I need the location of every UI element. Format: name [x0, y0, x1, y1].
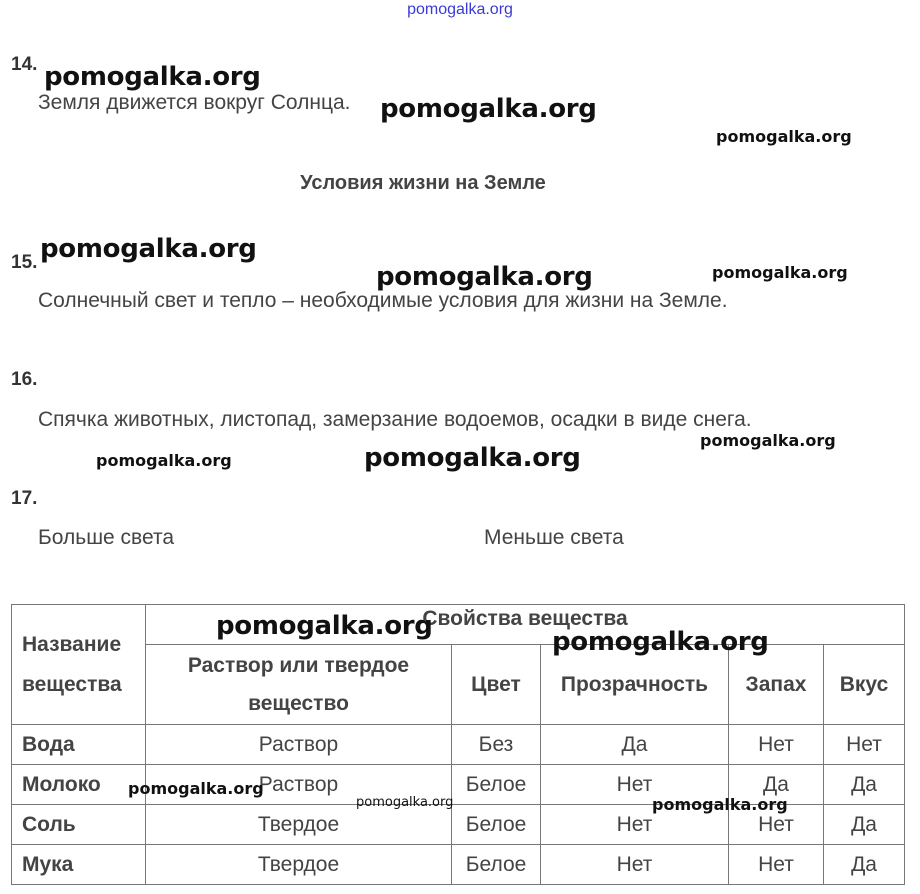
- table-row: [12, 845, 905, 885]
- row-name: Соль: [12, 805, 146, 845]
- item-text-14: Земля движется вокруг Солнца.: [38, 91, 351, 114]
- watermark: pomogalka.org: [716, 127, 852, 146]
- header-smell: Запах: [729, 645, 824, 725]
- cell-taste: Нет: [824, 725, 905, 765]
- item-17-more-light: Больше света: [38, 526, 175, 549]
- cell-smell: Нет: [729, 845, 824, 885]
- watermark: pomogalka.org: [364, 443, 581, 473]
- watermark: pomogalka.org: [128, 779, 264, 798]
- watermark: pomogalka.org: [356, 795, 454, 810]
- cell-state: Раствор: [146, 765, 452, 805]
- watermark: pomogalka.org: [40, 234, 257, 264]
- cell-transparency: Нет: [541, 845, 729, 885]
- cell-smell: Да: [729, 765, 824, 805]
- cell-transparency: Да: [541, 725, 729, 765]
- cell-smell: Нет: [729, 725, 824, 765]
- substance-properties-table: [11, 604, 905, 885]
- watermark: pomogalka.org: [376, 262, 593, 292]
- cell-taste: Да: [824, 805, 905, 845]
- watermark: pomogalka.org: [552, 627, 769, 657]
- header-substance-name: Название вещества: [12, 605, 146, 725]
- item-number-15: 15.: [11, 252, 38, 273]
- watermark: pomogalka.org: [700, 431, 836, 450]
- item-number-16: 16.: [11, 369, 38, 390]
- table-row: [12, 725, 905, 765]
- row-name: Мука: [12, 845, 146, 885]
- cell-color: Белое: [452, 845, 541, 885]
- header-taste: Вкус: [824, 645, 905, 725]
- watermark: pomogalka.org: [216, 611, 433, 641]
- row-name: Молоко: [12, 765, 146, 805]
- cell-taste: Да: [824, 765, 905, 805]
- section-heading: Условия жизни на Земле: [300, 172, 546, 194]
- header-properties-group: Свойства вещества: [146, 605, 905, 645]
- watermark: pomogalka.org: [380, 94, 597, 124]
- cell-color: Белое: [452, 805, 541, 845]
- watermark: pomogalka.org: [44, 62, 261, 92]
- cell-color: Без: [452, 725, 541, 765]
- header-transparency: Прозрачность: [541, 645, 729, 725]
- watermark: pomogalka.org: [712, 263, 848, 282]
- header-solution-or-solid: Раствор или твердое вещество: [146, 645, 452, 725]
- cell-transparency: Нет: [541, 805, 729, 845]
- item-number-14: 14.: [11, 54, 38, 75]
- item-text-16: Спячка животных, листопад, замерзание водоемов, осадки в виде снега.: [38, 408, 752, 431]
- cell-state: Твердое: [146, 805, 452, 845]
- row-name: Вода: [12, 725, 146, 765]
- item-17-less-light: Меньше света: [484, 526, 624, 549]
- cell-taste: Да: [824, 845, 905, 885]
- watermark: pomogalka.org: [652, 795, 788, 814]
- watermark: pomogalka.org: [96, 451, 232, 470]
- cell-state: Твердое: [146, 845, 452, 885]
- cell-smell: Нет: [729, 805, 824, 845]
- cell-state: Раствор: [146, 725, 452, 765]
- cell-color: Белое: [452, 765, 541, 805]
- header-color: Цвет: [452, 645, 541, 725]
- item-text-15: Солнечный свет и тепло – необходимые условия для жизни на Земле.: [38, 289, 728, 312]
- cell-transparency: Нет: [541, 765, 729, 805]
- item-number-17: 17.: [11, 488, 38, 509]
- watermark-top[interactable]: pomogalka.org: [407, 1, 513, 18]
